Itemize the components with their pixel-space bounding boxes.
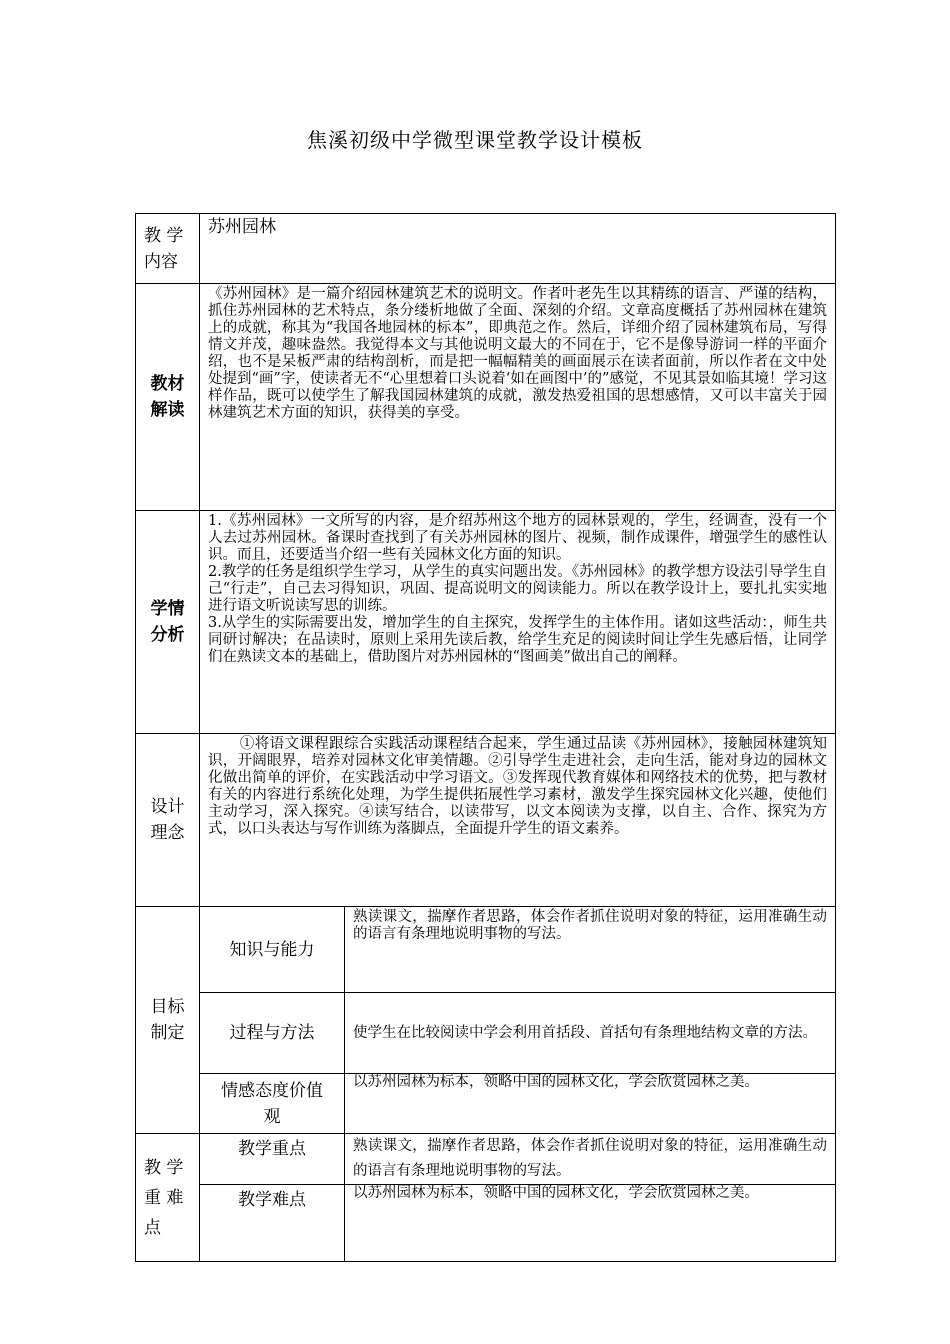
label-analysis: 学情 分析 — [136, 511, 200, 734]
page-title: 焦溪初级中学微型课堂教学设计模板 — [307, 128, 643, 152]
goal-text-process: 使学生在比较阅读中学会利用首括段、首括句有条理地结构文章的方法。 — [345, 993, 836, 1074]
key-text-focus: 熟读课文，揣摩作者思路，体会作者抓住说明对象的特征，运用准确生动的语言有条理地说明事物的写法。 — [345, 1134, 836, 1185]
analysis-paragraph-1: 1.《苏州园林》一文所写的内容，是介绍苏州这个地方的园林景观的，学生，经调查，没有一个人去过苏州园林。备课时查找到了有关苏州园林的图片、视频，制作成课件，增强学生的感性认识。而且，还要适当介绍一些有关园林文化方面的知识。 — [208, 513, 827, 563]
key-text-difficulty: 以苏州园林为标本，领略中国的园林文化，学会欣赏园林之美。 — [345, 1185, 836, 1262]
row-content — [136, 214, 836, 284]
analysis-text — [200, 511, 836, 734]
goal-label-emotion: 情感态度价值观 — [200, 1074, 345, 1134]
goal-text-knowledge: 熟读课文，揣摩作者思路，体会作者抓住说明对象的特征，运用准确生动的语言有条理地说明事物的写法。 — [345, 907, 836, 993]
row-goal-process — [136, 993, 836, 1074]
label-content: 教 学 内容 — [136, 214, 200, 284]
key-label-focus: 教学重点 — [200, 1134, 345, 1185]
goal-text-emotion: 以苏州园林为标本，领略中国的园林文化，学会欣赏园林之美。 — [345, 1074, 836, 1134]
label-material: 教材 解读 — [136, 284, 200, 511]
row-key-point — [136, 1134, 836, 1185]
content-text: 苏州园林 — [200, 214, 836, 284]
row-goal-emotion — [136, 1074, 836, 1134]
row-difficult-point — [136, 1185, 836, 1262]
lesson-design-table — [135, 213, 836, 1262]
analysis-paragraph-3: 3.从学生的实际需要出发，增加学生的自主探究，发挥学生的主体作用。诸如这些活动：，师生共同研讨解决；在品读时，原则上采用先读后教，给学生充足的阅读时间让学生先感后悟，让同学们在熟读文本的基础上，借助图片对苏州园林的“图画美”做出自己的阐释。 — [208, 615, 827, 665]
row-concept — [136, 734, 836, 907]
label-concept: 设计 理念 — [136, 734, 200, 907]
analysis-paragraph-2: 2.教学的任务是组织学生学习，从学生的真实问题出发。《苏州园林》的教学想方设法引导学生自己“行走”，自己去习得知识，巩固、提高说明文的阅读能力。所以在教学设计上，要扎扎实实地进行语文听说读写思的训练。 — [208, 564, 827, 614]
goal-label-knowledge: 知识与能力 — [200, 907, 345, 993]
row-analysis — [136, 511, 836, 734]
label-goals: 目标 制定 — [136, 907, 200, 1134]
concept-text: ①将语文课程跟综合实践活动课程结合起来，学生通过品读《苏州园林》，接触园林建筑知识，开阔眼界，培养对园林文化审美情趣。②引导学生走进社会，走向生活，能对身边的园林文化做出简单的评价，在实践活动中学习语文。③发挥现代教育媒体和网络技术的优势，把与教材有关的内容进行系统化处理，为学生提供拓展性学习素材，激发学生探究园林文化兴趣，使他们主动学习，深入探究。④读写结合，以读带写，以文本阅读为支撑，以自主、合作、探究为方式，以口头表达与写作训练为落脚点，全面提升学生的语文素养。 — [200, 734, 836, 907]
label-keypoints: 教 学 重 难 点 — [136, 1134, 200, 1262]
row-goal-knowledge — [136, 907, 836, 993]
key-label-difficulty: 教学难点 — [200, 1185, 345, 1262]
goal-label-process: 过程与方法 — [200, 993, 345, 1074]
row-material — [136, 284, 836, 511]
material-text: 《苏州园林》是一篇介绍园林建筑艺术的说明文。作者叶老先生以其精练的语言、严谨的结构，抓住苏州园林的艺术特点，条分缕析地做了全面、深刻的介绍。文章高度概括了苏州园林在建筑上的成就，称其为“我国各地园林的标本”，即典范之作。然后，详细介绍了园林建筑布局，写得情文并茂，趣味盎然。我觉得本文与其他说明文最大的不同在于，它不是像导游词一样的平面介绍，也不是呆板严肃的结构剖析，而是把一幅幅精美的画面展示在读者面前，所以作者在文中处处提到“画”字，使读者无不“心里想着口头说着‘如在画图中’的”感觉，不见其景如临其境！学习这样作品，既可以使学生了解我国园林建筑的成就，激发热爱祖国的思想感情，又可以丰富关于园林建筑艺术方面的知识，获得美的享受。 — [200, 284, 836, 511]
